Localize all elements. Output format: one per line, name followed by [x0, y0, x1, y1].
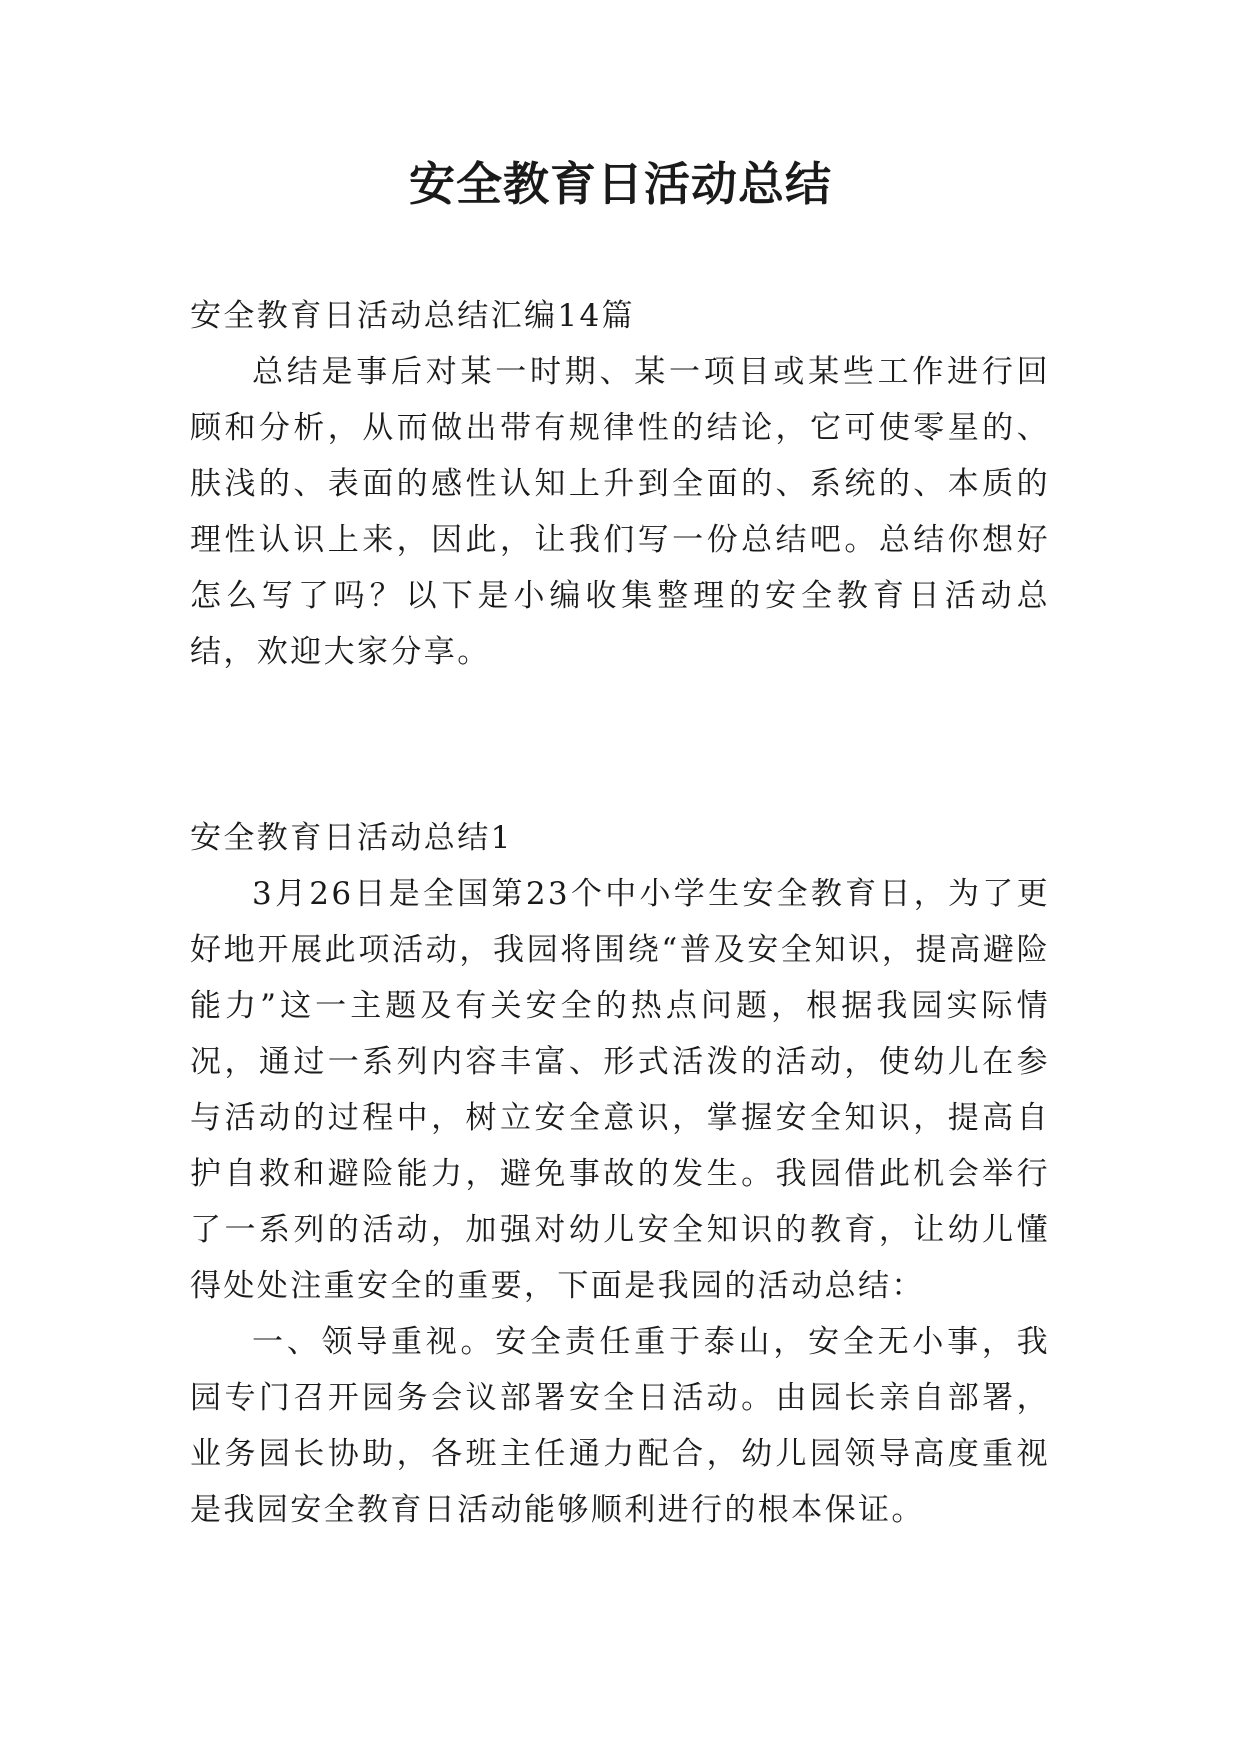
intro-section [190, 288, 1050, 680]
collection-subtitle: 安全教育日活动总结汇编14篇 [190, 298, 636, 334]
document-title: 安全教育日活动总结 [409, 157, 832, 211]
section-1-paragraph-2: 一、领导重视。安全责任重于泰山，安全无小事，我园专门召开园务会议部署安全日活动。由园长亲自部署，业务园长协助，各班主任通力配合，幼儿园领导高度重视是我园安全教育日活动能够顺利进行的根本保证。 [190, 1324, 1050, 1528]
section-1 [190, 810, 1050, 1538]
section-1-paragraph-1: 3月26日是全国第23个中小学生安全教育日，为了更好地开展此项活动，我园将围绕“普及安全知识，提高避险能力”这一主题及有关安全的热点问题，根据我园实际情况，通过一系列内容丰富、形式活泼的活动，使幼儿在参与活动的过程中，树立安全意识，掌握安全知识，提高自护自救和避险能力，避免事故的发生。我园借此机会举行了一系列的活动，加强对幼儿安全知识的教育，让幼儿懂得处处注重安全的重要，下面是我园的活动总结： [190, 876, 1050, 1304]
intro-paragraph: 总结是事后对某一时期、某一项目或某些工作进行回顾和分析，从而做出带有规律性的结论，它可使零星的、肤浅的、表面的感性认知上升到全面的、系统的、本质的理性认识上来，因此，让我们写一份总结吧。总结你想好怎么写了吗？以下是小编收集整理的安全教育日活动总结，欢迎大家分享。 [190, 354, 1050, 670]
section-1-heading: 安全教育日活动总结1 [190, 820, 513, 856]
